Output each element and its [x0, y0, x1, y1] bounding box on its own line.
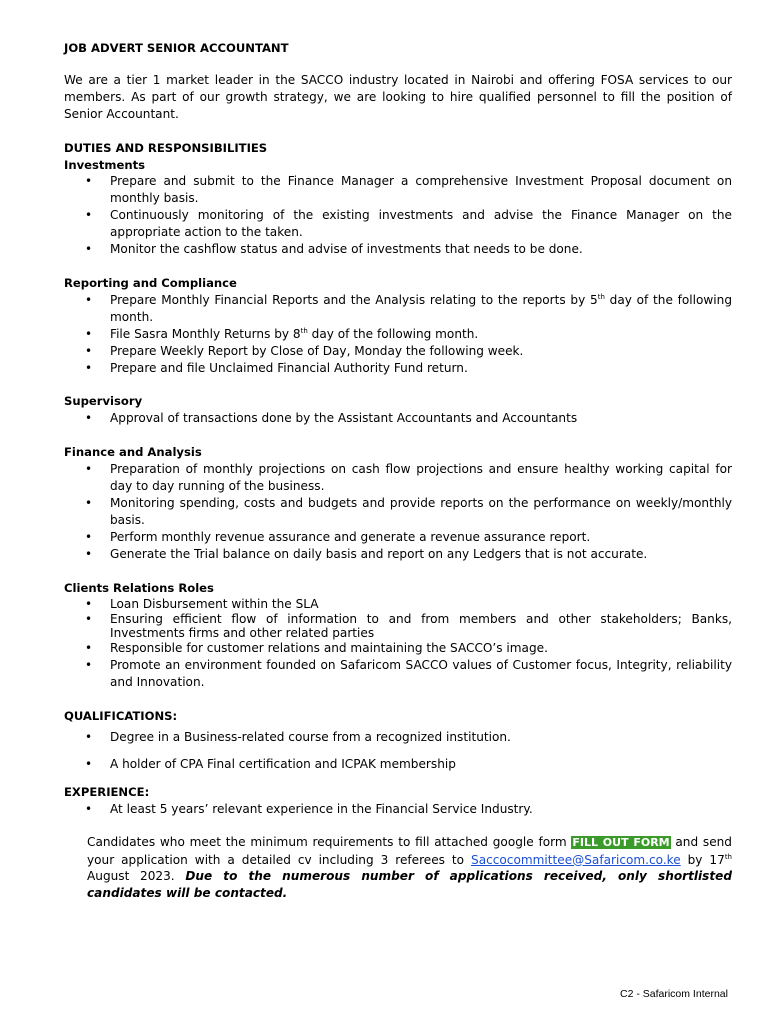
list-item: • Preparation of monthly projections on cash flow projections and ensure healthy working capital for day to day running of the business.	[85, 462, 732, 494]
page-title: JOB ADVERT SENIOR ACCOUNTANT	[64, 41, 289, 55]
intro-paragraph: We are a tier 1 market leader in the SACCO industry located in Nairobi and offering FOSA services to our members. As part of our growth strategy, we are looking to hire qualified personnel to fill the position of Senior Accountant.	[64, 72, 732, 121]
bullet-icon: •	[85, 597, 93, 612]
experience-heading: EXPERIENCE:	[64, 784, 150, 799]
list-item: • Promote an environment founded on Safaricom SACCO values of Customer focus, Integrity, reliability and Innovation.	[85, 658, 732, 690]
bullet-icon: •	[85, 242, 93, 257]
bullet-icon: •	[85, 495, 93, 510]
bullet-icon: •	[85, 208, 93, 223]
bullet-icon: •	[85, 411, 93, 426]
finance-heading: Finance and Analysis	[64, 445, 202, 460]
clients-list	[64, 596, 732, 691]
list-item: • Degree in a Business-related course from a recognized institution.	[85, 730, 511, 744]
reporting-list	[64, 292, 732, 377]
closing-paragraph: Candidates who meet the minimum requirements to fill attached google form FILL OUT FORM and send your application with a detailed cv including 3 referees to Saccocommittee@Safaricom.co.ke by 17th August 2023. Due to the numerous number of applications received, only shortlisted candidates will be contacted.	[87, 834, 733, 901]
bullet-icon: •	[85, 292, 93, 307]
list-item: • At least 5 years’ relevant experience in the Financial Service Industry.	[85, 801, 533, 816]
bullet-icon: •	[85, 612, 93, 627]
duties-heading: DUTIES AND RESPONSIBILITIES	[64, 140, 268, 155]
list-item: • Generate the Trial balance on daily basis and report on any Ledgers that is not accurate.	[85, 546, 648, 561]
bullet-icon: •	[85, 801, 93, 816]
list-item: • File Sasra Monthly Returns by 8th day of the following month.	[85, 326, 479, 341]
bullet-icon: •	[85, 546, 93, 561]
list-item: • Prepare Monthly Financial Reports and the Analysis relating to the reports by 5th day of the following month.	[85, 292, 733, 324]
finance-list	[64, 461, 732, 562]
list-item: • Continuously monitoring of the existing investments and advise the Finance Manager on the appropriate action to the taken.	[85, 208, 732, 240]
bullet-icon: •	[85, 756, 93, 771]
clients-heading: Clients Relations Roles	[64, 580, 214, 595]
classification-footer: C2 - Safaricom Internal	[620, 988, 728, 1000]
email-link[interactable]: Saccocommittee@Safaricom.co.ke	[471, 852, 681, 867]
list-item: • Ensuring efficient flow of information to and from members and other stakeholders; Banks, Investments firms and other related parties	[85, 612, 732, 640]
document-body	[64, 40, 732, 902]
bullet-icon: •	[85, 730, 93, 744]
list-item: • Prepare and submit to the Finance Manager a comprehensive Investment Proposal document on monthly basis.	[85, 174, 732, 206]
list-item: • A holder of CPA Final certification and ICPAK membership	[85, 756, 456, 771]
investments-list	[64, 173, 732, 258]
shortlist-notice: Due to the numerous number of applications received, only shortlisted candidates will be contacted.	[87, 869, 733, 901]
reporting-heading: Reporting and Compliance	[64, 275, 237, 290]
experience-list	[64, 801, 732, 818]
list-item: • Responsible for customer relations and maintaining the SACCO’s image.	[85, 641, 548, 656]
investments-heading: Investments	[64, 157, 146, 172]
qualifications-heading: QUALIFICATIONS:	[64, 709, 178, 724]
list-item: • Prepare Weekly Report by Close of Day, Monday the following week.	[85, 343, 524, 358]
bullet-icon: •	[85, 641, 93, 656]
fill-out-form-link[interactable]: FILL OUT FORM	[572, 835, 670, 849]
bullet-icon: •	[85, 326, 93, 341]
bullet-icon: •	[85, 658, 93, 673]
list-item: • Monitor the cashflow status and advise of investments that needs to be done.	[85, 242, 583, 257]
bullet-icon: •	[85, 343, 93, 358]
list-item: • Prepare and file Unclaimed Financial Authority Fund return.	[85, 360, 468, 375]
list-item: • Loan Disbursement within the SLA	[85, 597, 319, 612]
list-item: • Perform monthly revenue assurance and generate a revenue assurance report.	[85, 529, 591, 544]
bullet-icon: •	[85, 174, 93, 189]
supervisory-heading: Supervisory	[64, 394, 143, 409]
bullet-icon: •	[85, 462, 93, 477]
list-item: • Monitoring spending, costs and budgets and provide reports on the performance on weekly/monthly basis.	[85, 495, 732, 527]
qualifications-list	[64, 729, 732, 773]
bullet-icon: •	[85, 529, 93, 544]
list-item: • Approval of transactions done by the Assistant Accountants and Accountants	[85, 411, 578, 426]
bullet-icon: •	[85, 360, 93, 375]
supervisory-list	[64, 410, 732, 427]
